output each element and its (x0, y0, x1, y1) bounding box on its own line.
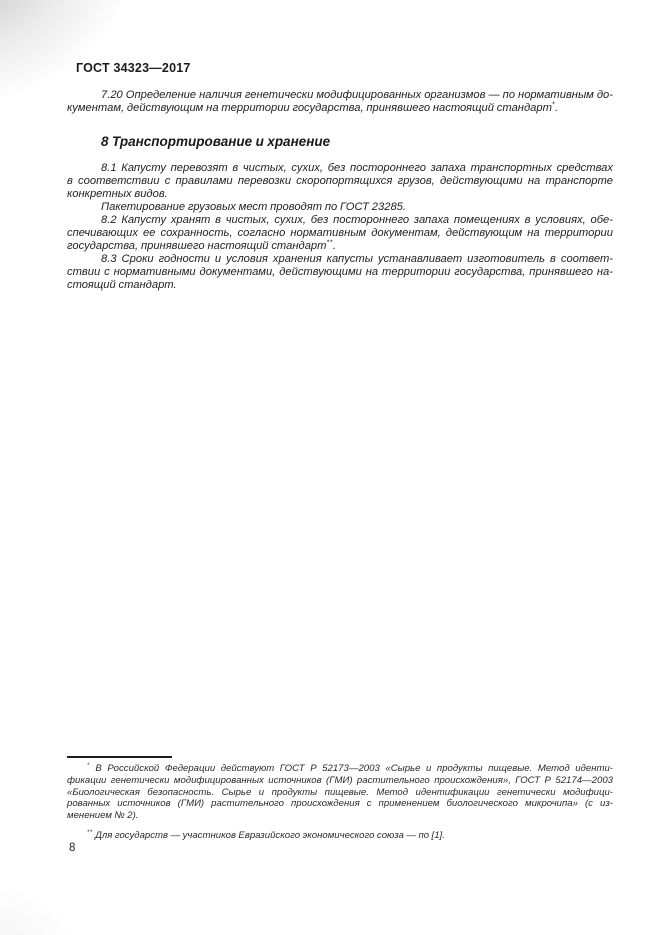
text-line: 7.20 Определение наличия генетически модифицированных организмов — по нормативным до- (101, 89, 613, 101)
text-line: 8.3 Сроки годности и условия хранения капусты устанавливает изготовитель в соответ- (101, 253, 613, 265)
document-body (67, 89, 613, 292)
footnote-separator-rule (67, 756, 172, 758)
text-line: ** Для государств — участников Евразийского экономического союза — по [1]. (87, 829, 445, 841)
paragraph-8-1 (67, 162, 613, 201)
text-line: ствии с нормативными документами, действующими на территории государства, принявшего на- (67, 266, 613, 278)
text-line: менением № 2). (67, 810, 139, 822)
footnotes-block (67, 756, 613, 842)
text-line: * В Российской Федерации действуют ГОСТ Р 52173—2003 «Сырье и продукты пищевые. Метод иденти- (87, 762, 613, 774)
text-line: в соответствии с правилами перевозки скоропортящихся грузов, действующими на транспорте (67, 175, 613, 187)
paragraph-8-2 (67, 214, 613, 253)
page-number: 8 (69, 842, 76, 854)
text-line: 8.2 Капусту хранят в чистых, сухих, без постороннего запаха помещениях в условиях, обе- (101, 214, 613, 226)
footnote-1 (67, 763, 613, 822)
text-line: 8.1 Капусту перевозят в чистых, сухих, без постороннего запаха транспортных средствах (101, 162, 613, 174)
text-line: конкретных видов. (67, 188, 168, 200)
footnote-2 (67, 830, 613, 842)
text-line: стоящий стандарт. (67, 279, 177, 291)
paragraph-7-20 (67, 89, 613, 115)
text-line: «Биологическая безопасность. Сырье и продукты пищевые. Метод идентификации генетически модифици- (67, 786, 613, 798)
text-line: кументам, действующим на территории государства, принявшего настоящий стандарт*. (67, 101, 559, 114)
text-line: фикации генетически модифицированных источников (ГМИ) растительного происхождения», ГОСТ Р 52174—2003 (67, 774, 613, 786)
section-heading-transport-storage: 8 Транспортирование и хранение (101, 134, 331, 149)
document-number-header: ГОСТ 34323—2017 (76, 61, 191, 75)
paragraph-8-3 (67, 253, 613, 292)
text-line: спечивающих ее сохранность, согласно нормативным документам, действующим на территории (67, 227, 613, 239)
paragraph-packaging (67, 201, 613, 214)
text-line: Пакетирование грузовых мест проводят по ГОСТ 23285. (101, 201, 407, 213)
text-line: рованных источников (ГМИ) растительного происхождения с применением биологического микрочипа» (с из- (67, 798, 613, 810)
text-line: государства, принявшего настоящий стандарт**. (67, 239, 336, 252)
